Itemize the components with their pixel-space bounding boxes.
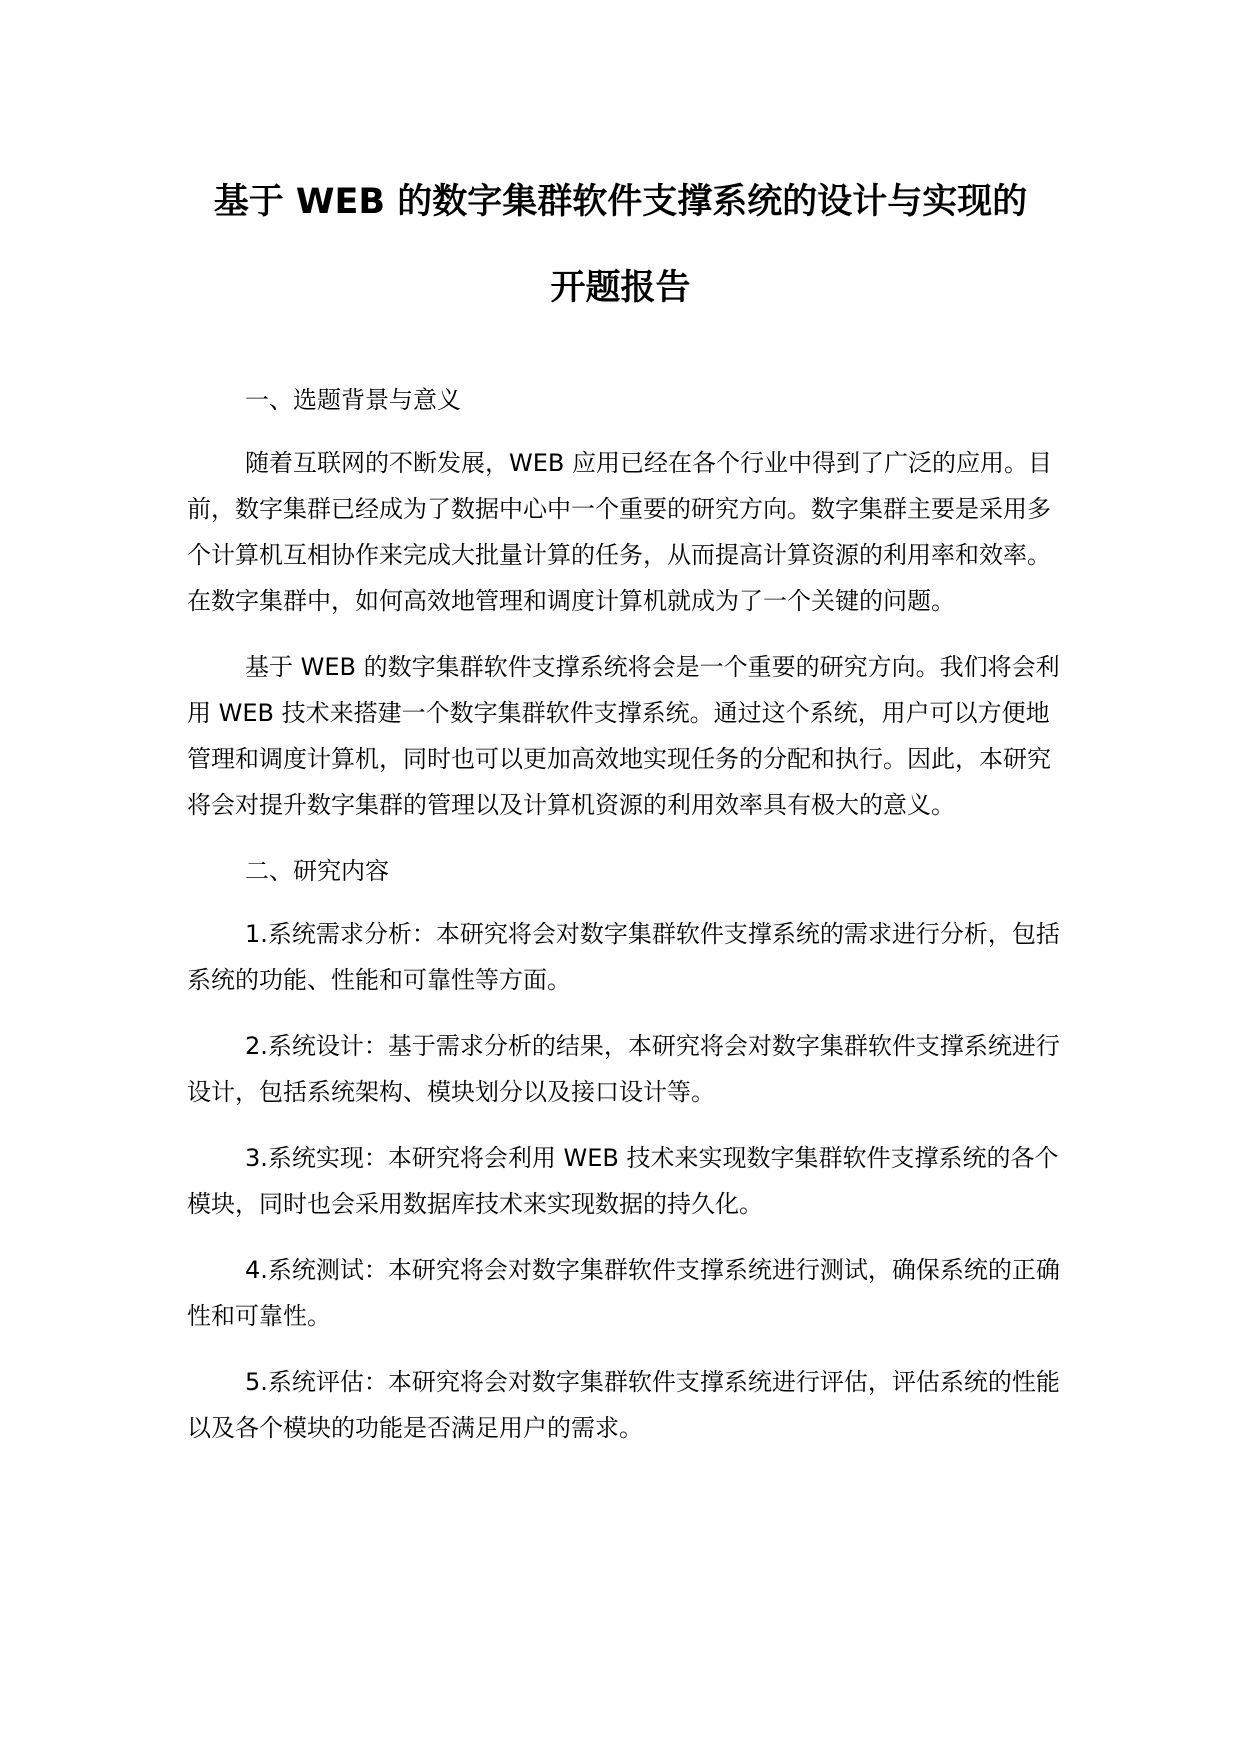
- research-item-4: 4.系统测试：本研究将会对数字集群软件支撑系统进行测试，确保系统的正确性和可靠性。: [187, 1256, 1060, 1330]
- section-heading-research-content: 二、研究内容: [245, 857, 389, 885]
- paragraph-background-2: 基于 WEB 的数字集群软件支撑系统将会是一个重要的研究方向。我们将会利用 WEB 技术来搭建一个数字集群软件支撑系统。通过这个系统，用户可以方便地管理和调度计算机，同时也可以更加高效地实现任务的分配和执行。因此，本研究将会对提升数字集群的管理以及计算机资源的利用效率具有极大的意义。: [187, 653, 1060, 819]
- document-body: [187, 377, 1061, 1471]
- research-item-1: 1.系统需求分析：本研究将会对数字集群软件支撑系统的需求进行分析，包括系统的功能、性能和可靠性等方面。: [187, 920, 1060, 994]
- section-heading-background: 一、选题背景与意义: [245, 386, 461, 414]
- research-item-2: 2.系统设计：基于需求分析的结果，本研究将会对数字集群软件支撑系统进行设计，包括系统架构、模块划分以及接口设计等。: [187, 1032, 1060, 1106]
- document-title-line-1: 基于 WEB 的数字集群软件支撑系统的设计与实现的: [213, 182, 1028, 222]
- document-title-line-2: 开题报告: [550, 268, 691, 308]
- research-item-5: 5.系统评估：本研究将会对数字集群软件支撑系统进行评估，评估系统的性能以及各个模块的功能是否满足用户的需求。: [187, 1368, 1060, 1442]
- research-item-3: 3.系统实现：本研究将会利用 WEB 技术来实现数字集群软件支撑系统的各个模块，同时也会采用数据库技术来实现数据的持久化。: [187, 1144, 1059, 1218]
- paragraph-background-1: 随着互联网的不断发展，WEB 应用已经在各个行业中得到了广泛的应用。目前，数字集群已经成为了数据中心中一个重要的研究方向。数字集群主要是采用多个计算机互相协作来完成大批量计算的任务，从而提高计算资源的利用率和效率。在数字集群中，如何高效地管理和调度计算机就成为了一个关键的问题。: [187, 449, 1052, 615]
